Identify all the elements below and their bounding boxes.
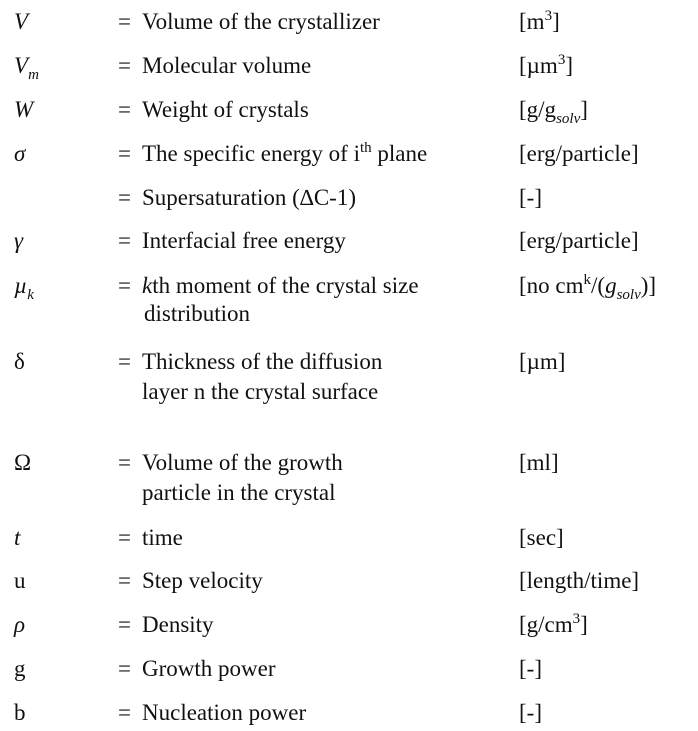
equals-sign: = xyxy=(118,450,131,475)
definition-part: th moment of the crystal size xyxy=(152,273,419,298)
unit-superscript: 3 xyxy=(544,8,553,24)
definition-line: Weight of crystals xyxy=(142,97,309,122)
unit-part: [g/g xyxy=(519,97,557,122)
definition-italic: k xyxy=(142,273,153,298)
unit xyxy=(519,611,588,639)
definition xyxy=(142,348,382,406)
unit: [ml] xyxy=(519,450,559,475)
definition xyxy=(142,8,380,36)
definition xyxy=(142,184,356,212)
unit-part: [m xyxy=(519,9,545,34)
definition-line: Density xyxy=(142,612,214,637)
definition-line xyxy=(142,272,419,300)
definition-line: time xyxy=(142,525,183,550)
definition-line: Volume of the crystallizer xyxy=(142,9,380,34)
definition-line: particle in the crystal xyxy=(142,480,336,505)
definition xyxy=(142,524,183,552)
symbol: δ xyxy=(14,349,25,374)
unit xyxy=(519,272,657,303)
definition-line: Thickness of the diffusion xyxy=(142,349,383,374)
definition xyxy=(142,611,214,639)
definition-line: distribution xyxy=(144,301,251,326)
unit-part: [no cm xyxy=(519,273,584,298)
definition xyxy=(142,96,309,124)
unit-part: /( xyxy=(591,273,606,298)
equals-sign: = xyxy=(118,568,131,593)
definition xyxy=(142,699,306,727)
definition-line: Supersaturation (∆C-1) xyxy=(142,185,356,210)
definition-line: Volume of the growth xyxy=(142,450,343,475)
equals-sign: = xyxy=(118,53,131,78)
symbol: ρ xyxy=(14,612,26,637)
definition-line: Nucleation power xyxy=(142,700,307,725)
unit-subscript: solv xyxy=(616,287,641,303)
symbol: u xyxy=(14,568,26,593)
unit: [-] xyxy=(519,185,542,210)
definition xyxy=(142,567,263,595)
unit: [length/time] xyxy=(519,568,640,593)
symbol: W xyxy=(14,97,34,122)
unit: [µm] xyxy=(519,349,566,374)
equals-sign: = xyxy=(118,97,131,122)
unit: [-] xyxy=(519,656,542,681)
equals-sign: = xyxy=(118,141,131,166)
symbol: t xyxy=(14,525,21,550)
definition-line: Molecular volume xyxy=(142,53,312,78)
unit-part: [g/cm xyxy=(519,612,573,637)
unit: [-] xyxy=(519,700,542,725)
equals-sign: = xyxy=(118,185,131,210)
unit-superscript: 3 xyxy=(572,611,581,627)
definition-line: layer n the crystal surface xyxy=(142,379,379,404)
unit-part: [µm xyxy=(519,53,558,78)
unit xyxy=(519,96,588,127)
unit: [erg/particle] xyxy=(519,228,639,253)
definition-part: plane xyxy=(371,141,428,166)
definition xyxy=(142,449,343,507)
definition xyxy=(142,227,346,255)
definition-line: Growth power xyxy=(142,656,276,681)
unit: [sec] xyxy=(519,525,564,550)
unit-superscript: 3 xyxy=(557,52,566,68)
equals-sign: = xyxy=(118,9,131,34)
equals-sign: = xyxy=(118,612,131,637)
equals-sign: = xyxy=(118,228,131,253)
definition xyxy=(142,655,276,683)
definition-superscript: th xyxy=(359,140,372,156)
unit xyxy=(519,52,573,80)
unit xyxy=(519,8,560,36)
symbol: V xyxy=(14,9,29,34)
definition-line: Interfacial free energy xyxy=(142,228,346,253)
symbol xyxy=(14,52,39,83)
symbol-subscript: k xyxy=(27,287,34,303)
symbol: γ xyxy=(14,228,24,253)
unit-part: ] xyxy=(580,612,588,637)
unit: [erg/particle] xyxy=(519,141,639,166)
unit-part: )] xyxy=(640,273,657,298)
definition xyxy=(142,140,427,168)
symbol: g xyxy=(14,656,26,681)
unit-part: ] xyxy=(552,9,560,34)
equals-sign: = xyxy=(118,273,131,298)
unit-part: ] xyxy=(565,53,573,78)
definition-line: Step velocity xyxy=(142,568,263,593)
equals-sign: = xyxy=(118,700,131,725)
definition xyxy=(142,52,311,80)
symbol: σ xyxy=(14,141,26,166)
symbol: Ω xyxy=(14,450,32,475)
equals-sign: = xyxy=(118,349,131,374)
definition xyxy=(142,272,419,328)
definition-part: The specific energy of i xyxy=(142,141,360,166)
unit-part: ] xyxy=(580,97,588,122)
symbol xyxy=(14,272,34,303)
equals-sign: = xyxy=(118,525,131,550)
unit-italic: g xyxy=(605,273,617,298)
unit-superscript: k xyxy=(583,272,592,288)
equals-sign: = xyxy=(118,656,131,681)
symbol: b xyxy=(14,700,26,725)
unit-subscript: solv xyxy=(556,111,581,127)
symbol-subscript: m xyxy=(28,67,39,83)
symbol-main: V xyxy=(14,53,29,78)
symbol-main: µ xyxy=(14,273,28,298)
